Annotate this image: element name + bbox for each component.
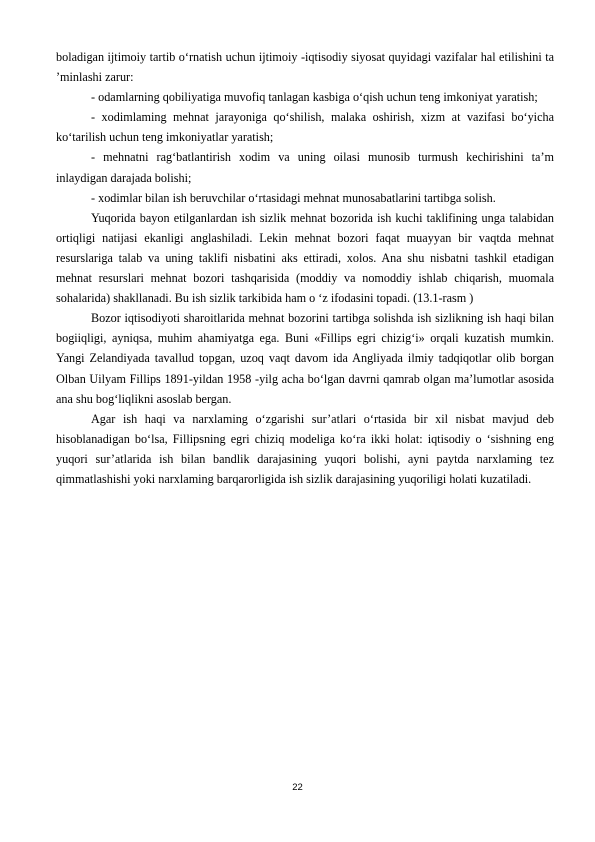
paragraph-7: Bozor iqtisodiyoti sharoitlarida mehnat bozorini tartibga solishda ish sizlikning ish haqi bilan bogiiqligi, ayniqsa, muhim ahamiyatga ega. Buni «Fillips egri chizig‘i» orqali kuzatish mumkin. Yangi Zelandiyada tavallud topgan, uzoq vaqt davom ida Angliyada ilmiy tadqiqotlar olib borgan Olban Uilyam Fillips 1891-yildan 1958 -yilg acha bo‘lgan davrni qamrab olgan ma’lumotlar asosida ana shu bog‘liqlikni asoslab bergan. bbox=[56, 311, 554, 406]
paragraph-6: Yuqorida bayon etilganlardan ish sizlik mehnat bozorida ish kuchi taklifining unga talabidan ortiqligi natijasi ekanligi anglashiladi. Lekin mehnat bozori faqat muayyan bir vaqtda mehnat resurslariga talab va uning taklifi nisbatini aks ettiradi, xolos. Ana shu nisbatni tashkil etadigan mehnat resurslari mehnat bozori tashqarisida (moddiy va nomoddiy ishlab chiqarish, muomala sohalarida) shakllanadi. Bu ish sizlik tarkibida ham o ‘z ifodasini topadi. (13.1-rasm ) bbox=[56, 210, 554, 306]
paragraph-4: - mehnatni rag‘batlantirish xodim va uning oilasi munosib turmush kechirishini ta’m inlaydigan darajada bolishi; bbox=[56, 150, 554, 185]
paragraph-1: boladigan ijtimoiy tartib o‘rnatish uchun ijtimoiy -iqtisodiy siyosat quyidagi vazifalar hal etilishini ta ’minlashi zarur: bbox=[56, 50, 554, 85]
page-number: 22 bbox=[292, 782, 303, 793]
paragraph-3: - xodimlaming mehnat jarayoniga qo‘shilish, malaka oshirish, xizm at vazifasi bo‘yicha ko‘tarilish uchun teng imkoniyatlar yaratish; bbox=[56, 110, 554, 145]
document-body bbox=[56, 47, 554, 489]
paragraph-2: - odamlarning qobiliyatiga muvofiq tanlagan kasbiga o‘qish uchun teng imkoniyat yaratish; bbox=[91, 90, 538, 105]
paragraph-5: - xodimlar bilan ish beruvchilar o‘rtasidagi mehnat munosabatlarini tartibga solish. bbox=[91, 190, 496, 205]
paragraph-8: Agar ish haqi va narxlaming o‘zgarishi sur’atlari o‘rtasida bir xil nisbat mavjud deb hisoblanadigan bo‘lsa, Fillipsning egri chiziq modeliga ko‘ra ikki holat: iqtisodiy o ‘sishning eng yuqori sur’atlarida ish bilan bandlik darajasining yuqori bolishi, ayni paytda narxlaming tez qimmatlashishi yoki narxlaming barqarorligida ish sizlik darajasining yuqoriligi holati kuzatiladi. bbox=[56, 411, 554, 486]
